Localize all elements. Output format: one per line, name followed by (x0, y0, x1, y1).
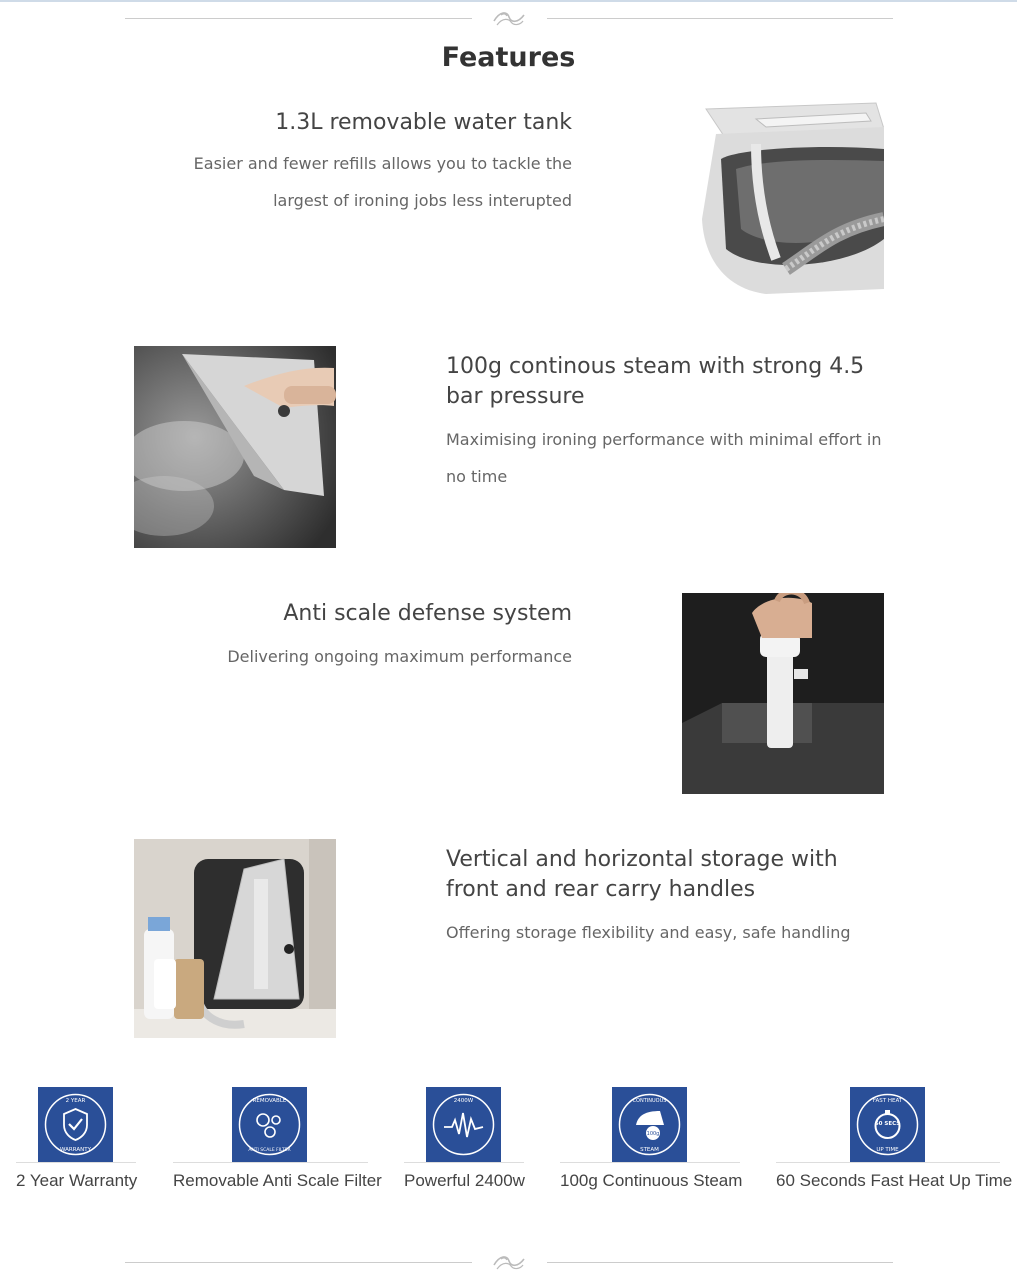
top-border (0, 0, 1017, 2)
anti-scale-filter-badge (232, 1087, 307, 1162)
feature-title-anti-scale: Anti scale defense system (283, 601, 572, 626)
svg-text:FAST HEAT: FAST HEAT (872, 1098, 903, 1104)
svg-text:100g: 100g (646, 1131, 660, 1137)
badge-label-anti-scale-filter: Removable Anti Scale Filter (173, 1171, 382, 1190)
svg-text:STEAM: STEAM (640, 1147, 659, 1153)
feature-desc-continuous-steam: Maximising ironing performance with minimal effort in no time (446, 430, 882, 486)
badge-label-fast-heat: 60 Seconds Fast Heat Up Time (776, 1171, 1013, 1190)
anti-scale-photo (682, 593, 884, 794)
stopwatch-icon (850, 1087, 925, 1162)
badge-label-power: Powerful 2400w (404, 1171, 525, 1190)
feature-title-storage: Vertical and horizontal storage with front and rear carry handles (446, 847, 838, 902)
steam-badge (612, 1087, 687, 1162)
shield-check-icon (38, 1087, 113, 1162)
steam-iron-icon (612, 1087, 687, 1162)
svg-text:2 YEAR: 2 YEAR (65, 1098, 86, 1104)
svg-text:WARRANTY: WARRANTY (60, 1147, 91, 1153)
feature-title-continuous-steam: 100g continous steam with strong 4.5 bar pressure (446, 354, 865, 409)
fast-heat-badge (850, 1087, 925, 1162)
badge-row (0, 1087, 1017, 1207)
steam-iron-photo (134, 346, 336, 548)
warranty-badge (38, 1087, 113, 1162)
ornament-divider-bottom (125, 1253, 893, 1273)
water-tank-photo (696, 99, 884, 299)
badge-rule (16, 1162, 136, 1163)
feature-desc-storage: Offering storage flexibility and easy, safe handling (446, 923, 851, 942)
badge-label-steam: 100g Continuous Steam (560, 1171, 743, 1190)
svg-text:ANTI SCALE FILTER: ANTI SCALE FILTER (248, 1148, 291, 1153)
badge-rule (776, 1162, 1000, 1163)
svg-text:60 SECS: 60 SECS (874, 1121, 901, 1127)
badge-rule (560, 1162, 740, 1163)
flourish-icon (491, 7, 527, 31)
power-wave-icon (426, 1087, 501, 1162)
power-badge (426, 1087, 501, 1162)
svg-text:2400W: 2400W (453, 1098, 474, 1104)
page-title: Features (441, 42, 576, 73)
feature-desc-water-tank: Easier and fewer refills allows you to tackle the largest of ironing jobs less interupted (193, 154, 572, 210)
storage-photo (134, 839, 336, 1038)
ornament-divider-top (125, 9, 893, 29)
filter-icon (232, 1087, 307, 1162)
svg-text:UP TIME: UP TIME (876, 1147, 899, 1153)
svg-text:CONTINUOUS: CONTINUOUS (632, 1098, 667, 1104)
feature-title-water-tank: 1.3L removable water tank (275, 110, 572, 135)
feature-desc-anti-scale: Delivering ongoing maximum performance (227, 647, 572, 666)
badge-label-warranty: 2 Year Warranty (16, 1171, 138, 1190)
badge-rule (404, 1162, 524, 1163)
svg-text:REMOVABLE: REMOVABLE (252, 1098, 287, 1104)
flourish-icon (491, 1251, 527, 1275)
badge-rule (173, 1162, 368, 1163)
